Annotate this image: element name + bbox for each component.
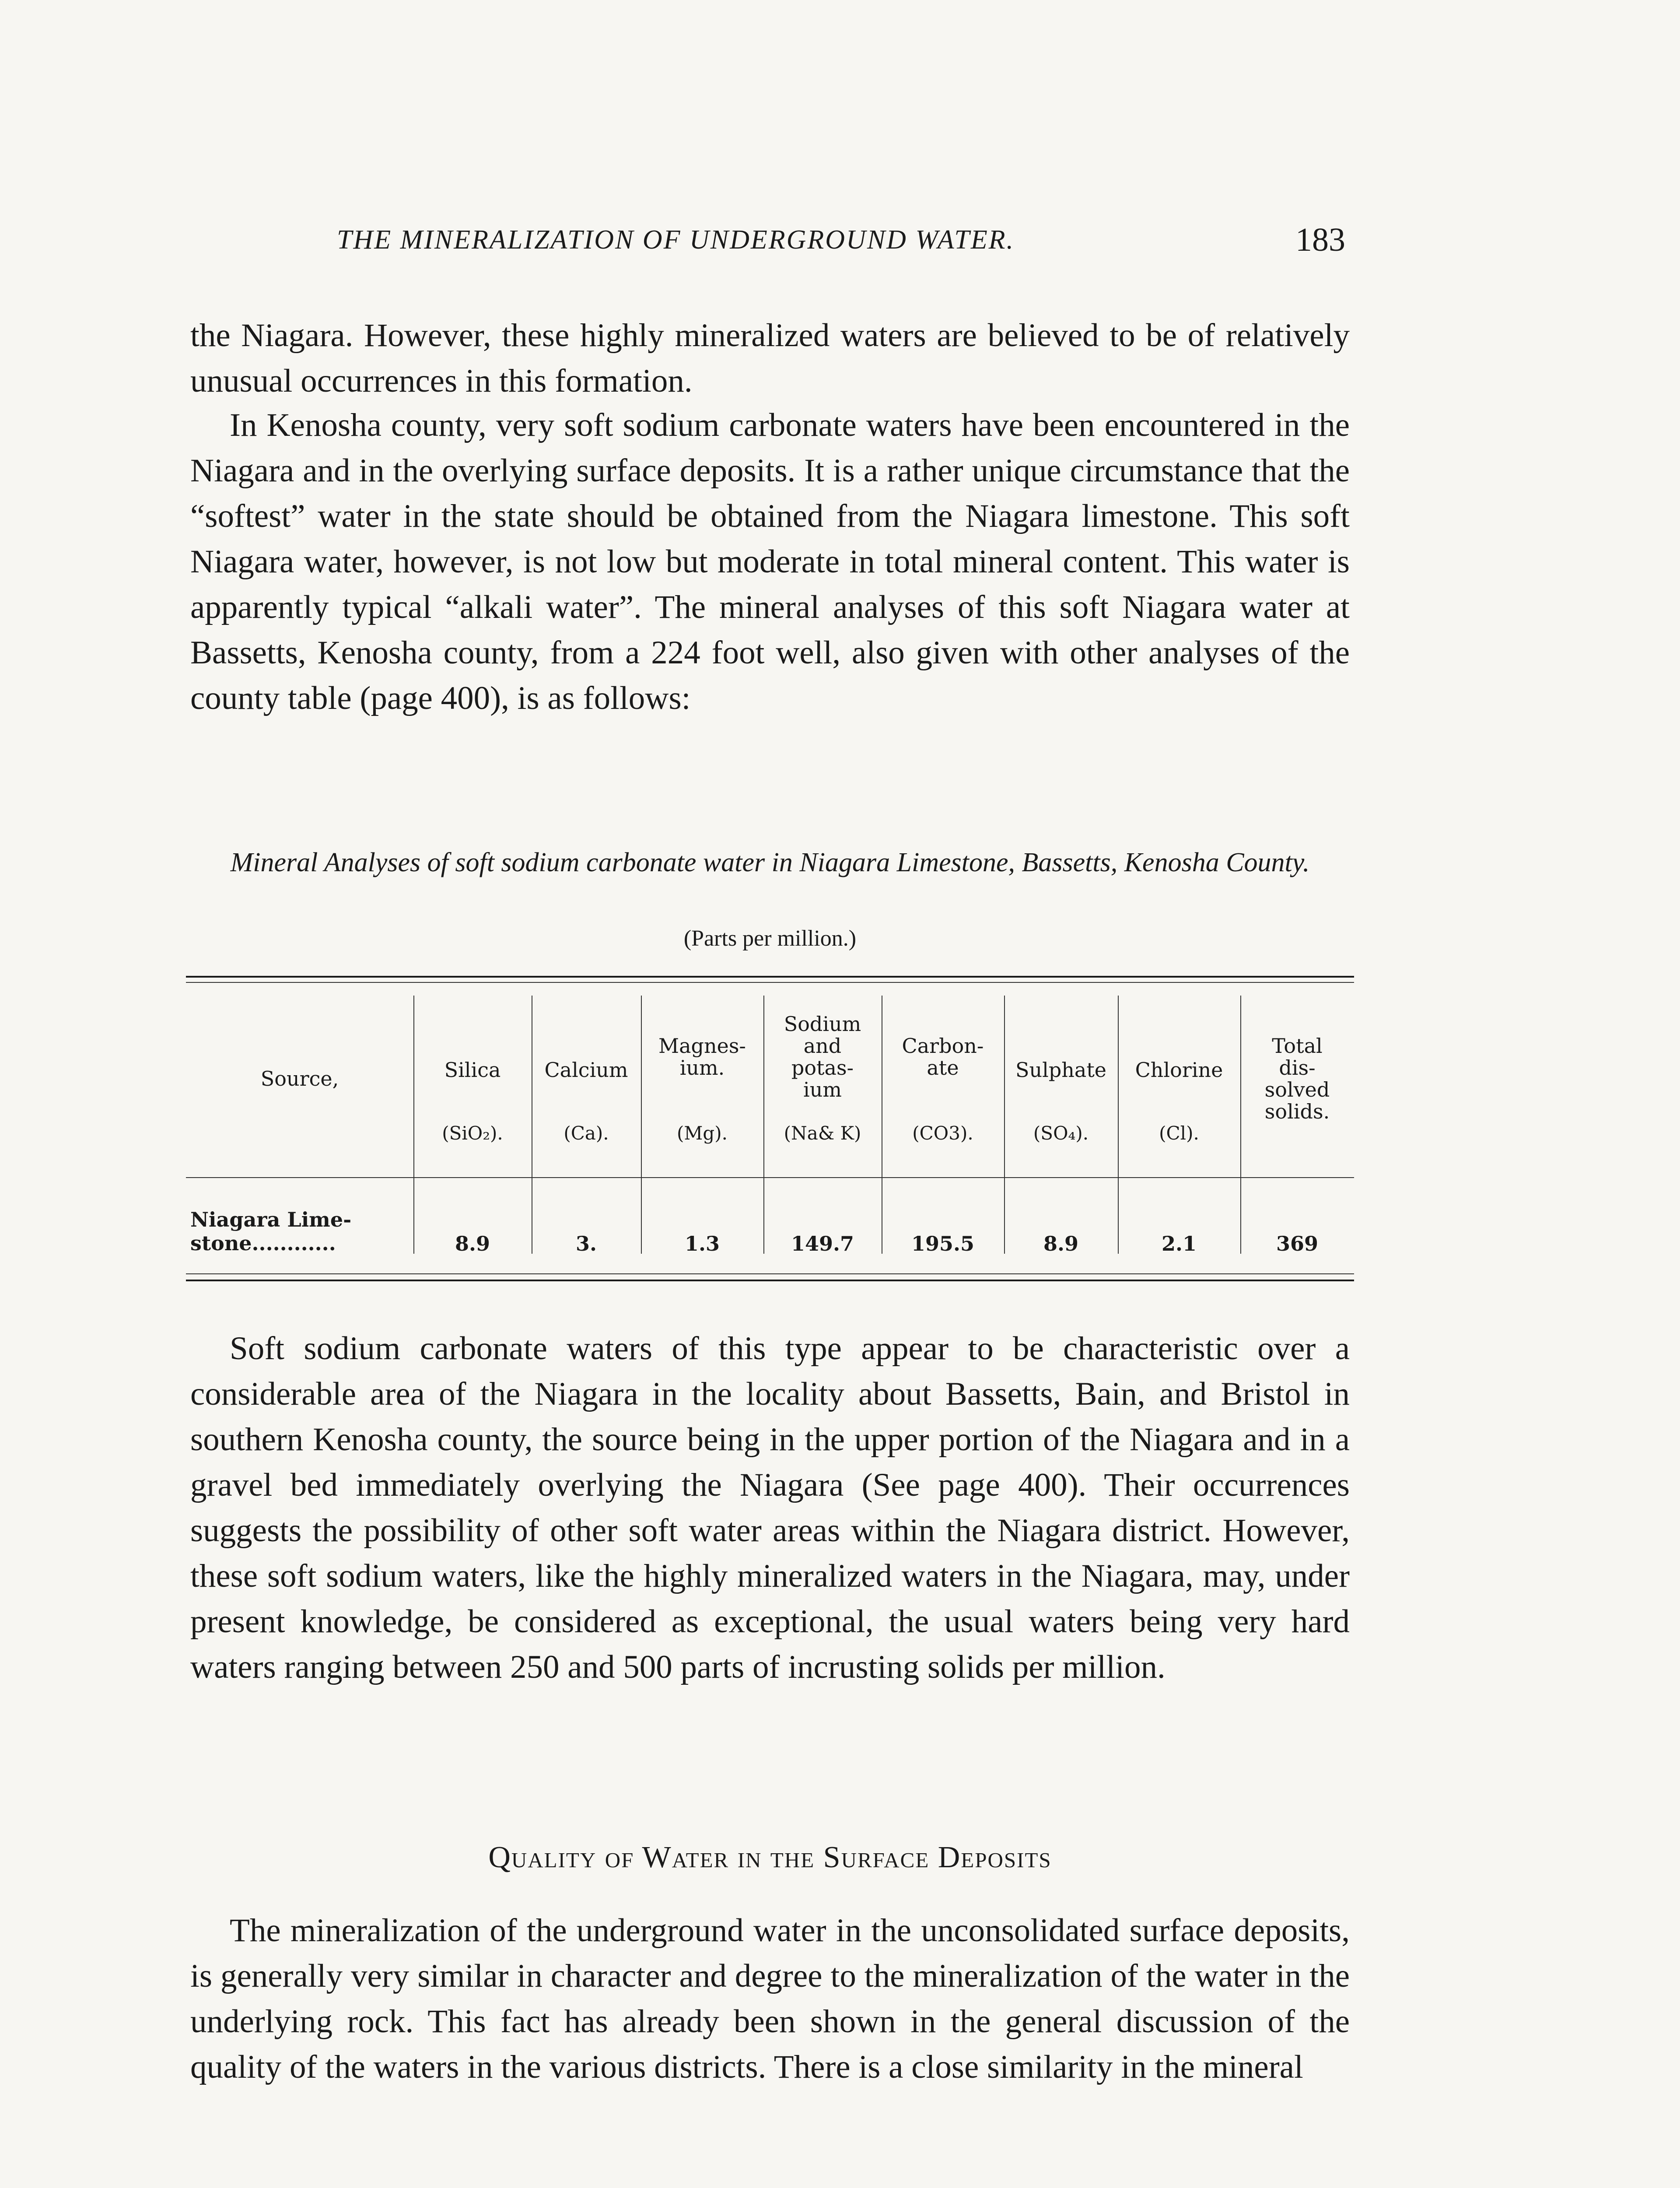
header-total-solids: Total dis-solved solids. [1264, 1034, 1330, 1123]
header-carbonate: Carbon-ate [902, 1034, 984, 1080]
table-rule-top-inner [186, 982, 1354, 983]
symbol-calcium: (Ca). [564, 1122, 609, 1144]
symbol-sulphate: (SO₄). [1033, 1122, 1089, 1144]
header-calcium: Calcium [544, 1058, 628, 1082]
symbol-silica: (SiO₂). [442, 1122, 503, 1144]
row-source: Niagara Lime-stone............ [190, 1208, 352, 1255]
page-number: 183 [1295, 221, 1345, 258]
paragraph-1: the Niagara. However, these highly mineralized waters are believed to be of relatively unusual occurrences in this formation. [190, 317, 1350, 399]
cell-magnesium: 1.3 [684, 1232, 720, 1255]
cell-total-solids: 369 [1276, 1232, 1319, 1255]
column-divider [1240, 996, 1241, 1254]
cell-carbonate: 195.5 [911, 1232, 975, 1255]
table-header-rule [186, 1177, 1354, 1178]
cell-chlorine: 2.1 [1161, 1232, 1197, 1255]
symbol-sodium-potassium: (Na& K) [784, 1122, 861, 1144]
paragraph-3: Soft sodium carbonate waters of this type appear to be characteristic over a considerable area of the Niagara in the locality about Bassetts, Bain, and Bristol in southern Kenosha county, the source being in the upper portion of the Niagara and in a gravel bed immediately overlying the Niagara (See page 400). Their occurrences suggests the possibility of other soft water areas within the Niagara district. However, these soft sodium waters, like the highly mineralized waters in the Niagara, may, under present knowledge, be considered as exceptional, the usual waters being very hard waters ranging between 250 and 500 parts of incrusting solids per million. [190, 1330, 1350, 1685]
running-head [192, 221, 1352, 269]
symbol-magnesium: (Mg). [676, 1122, 728, 1144]
header-sulphate: Sulphate [1015, 1058, 1107, 1082]
symbol-chlorine: (Cl). [1159, 1122, 1199, 1144]
cell-silica: 8.9 [455, 1232, 490, 1255]
table-units: (Parts per million.) [683, 926, 857, 951]
table-rule-bottom [186, 1280, 1354, 1281]
cell-calcium: 3. [575, 1232, 597, 1255]
paragraph-4: The mineralization of the underground water in the unconsolidated surface deposits, is generally very similar in character and degree to the mineralization of the water in the underlying rock. This fact has already been shown in the general discussion of the quality of the waters in the various districts. There is a close similarity in the mineral [190, 1912, 1350, 2085]
paragraph-2: In Kenosha county, very soft sodium carbonate waters have been encountered in the Niagara and in the overlying surface deposits. It is a rather unique circumstance that the “softest” water in the state should be obtained from the Niagara limestone. This soft Niagara water, however, is not low but moderate in total mineral content. This water is apparently typical “alkali water”. The mineral analyses of this soft Niagara water at Bassetts, Kenosha county, from a 224 foot well, also given with other analyses of the county table (page 400), is as follows: [190, 407, 1350, 716]
header-magnesium: Magnes-ium. [658, 1034, 746, 1080]
table-rule-bottom-inner [186, 1273, 1354, 1274]
table-caption: Mineral Analyses of soft sodium carbonate water in Niagara Limestone, Bassetts, Kenosha County. [230, 848, 1310, 877]
header-source: Source, [260, 1067, 339, 1090]
cell-sulphate: 8.9 [1043, 1232, 1079, 1255]
section-heading: Quality of Water in the Surface Deposits [488, 1841, 1052, 1874]
header-sodium-potassium: Sodium and potas-ium [784, 1012, 861, 1101]
header-chlorine: Chlorine [1135, 1058, 1223, 1082]
header-silica: Silica [444, 1058, 501, 1082]
cell-sodium-potassium: 149.7 [791, 1232, 854, 1255]
table-rule-top [186, 976, 1354, 978]
analysis-table [186, 976, 1354, 1291]
running-title: THE MINERALIZATION OF UNDERGROUND WATER. [337, 225, 1015, 255]
symbol-carbonate: (CO3). [912, 1122, 973, 1144]
